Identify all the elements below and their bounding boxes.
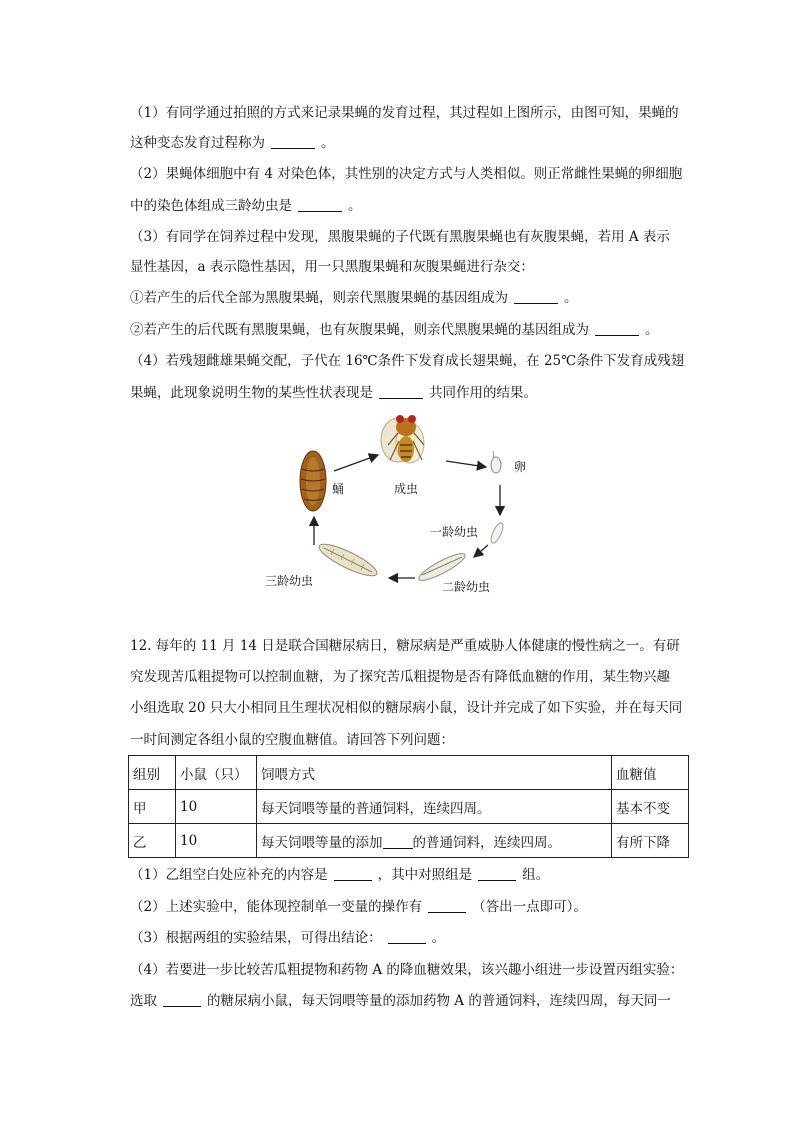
q12-sub2-end: （答出一点即可）。	[472, 899, 587, 915]
q11-part3-case2-end: 。	[645, 322, 659, 338]
header-glucose: 血糖值	[612, 756, 689, 790]
q11-part4-line1: （4）若残翅雌雄果蝇交配，子代在 16℃条件下发育成长翅果蝇，在 25℃条件下发育成残翅	[130, 353, 685, 369]
q12-sub2	[130, 898, 587, 916]
q12-sub3	[130, 929, 445, 947]
larva-first-instar-icon	[489, 521, 506, 544]
q12-intro-line1: 12. 每年的 11 月 14 日是联合国糖尿病日，糖尿病是严重威胁人体健康的慢性病之一。有研	[130, 638, 680, 654]
answer-blank[interactable]	[271, 134, 315, 149]
q11-part3-line3	[130, 289, 578, 307]
pupa-icon	[300, 451, 326, 511]
header-mice: 小鼠（只）	[176, 756, 257, 790]
answer-blank[interactable]	[163, 992, 201, 1007]
answer-blank[interactable]	[595, 321, 639, 336]
feeding-text: 每天饲喂等量的添加	[261, 834, 383, 851]
arrow-adult-to-egg	[446, 461, 486, 467]
answer-blank[interactable]	[298, 197, 342, 212]
q12-intro-line4: 一时间测定各组小鼠的空腹血糖值。请回答下列问题：	[130, 732, 454, 748]
q12-sub1-mid: ，其中对照组是	[377, 867, 473, 883]
answer-blank[interactable]	[428, 898, 466, 913]
q12-sub4-line2	[130, 992, 671, 1010]
q11-part2-end: 。	[348, 198, 362, 214]
q11-part3-case1-text: ①若产生的后代全部为黑腹果蝇，则亲代黑腹果蝇的基因组成为	[130, 290, 508, 306]
q12-intro-line3: 小组选取 20 只大小相同且生理状况相似的糖尿病小鼠，设计并完成了如下实验，并在每天同	[130, 700, 683, 716]
q11-part1-line1: （1）有同学通过拍照的方式来记录果蝇的发育过程，其过程如上图所示，由图可知，果蝇的	[130, 105, 679, 121]
feeding-text-end: 的普通饲料，连续四周。	[412, 834, 561, 851]
table-header-row	[129, 756, 689, 790]
label-pupa: 蛹	[332, 482, 345, 496]
answer-blank[interactable]	[379, 384, 423, 399]
table-row	[129, 824, 689, 858]
arrow-pupa-to-adult	[334, 455, 378, 471]
feeding-text: 每天饲喂等量的普通饲料，连续四周。	[261, 800, 491, 817]
cell-feeding	[257, 790, 612, 824]
q12-intro-line2: 究发现苦瓜粗提物可以控制血糖，为了探究苦瓜粗提物是否有降低血糖的作用，某生物兴趣	[130, 669, 670, 685]
q12-sub1-text: （1）乙组空白处应补充的内容是	[130, 867, 328, 883]
q11-part1-end: 。	[321, 135, 335, 151]
larva-third-instar-icon	[316, 539, 381, 581]
answer-blank[interactable]	[334, 866, 372, 881]
q11-part3-case1-end: 。	[564, 290, 578, 306]
cell-count: 10	[176, 824, 257, 858]
experiment-table	[128, 755, 689, 858]
answer-blank[interactable]	[478, 866, 516, 881]
answer-blank[interactable]	[388, 929, 426, 944]
q12-sub2-text: （2）上述实验中，能体现控制单一变量的操作有	[130, 899, 423, 915]
q11-part2-text: 中的染色体组成三龄幼虫是	[130, 198, 292, 214]
label-larva-first: 一龄幼虫	[430, 525, 479, 539]
q12-sub3-text: （3）根据两组的实验结果，可得出结论：	[130, 930, 382, 946]
q11-part2-line2	[130, 197, 362, 215]
q11-part4-text: 果蝇，此现象说明生物的某些性状表现是	[130, 385, 373, 401]
q12-sub4-line1: （4）若要进一步比较苦瓜粗提物和药物 A 的降血糖效果，该兴趣小组进一步设置丙组实验：	[130, 962, 684, 978]
q12-sub1	[130, 866, 549, 884]
q12-sub4-end: 的糖尿病小鼠，每天饲喂等量的添加药物 A 的普通饲料，连续四周，每天同一	[207, 993, 671, 1009]
q11-part1-text: 这种变态发育过程称为	[130, 135, 265, 151]
cell-feeding	[257, 824, 612, 858]
table-row	[129, 790, 689, 824]
q11-part3-line1: （3）有同学在饲养过程中发现，黑腹果蝇的子代既有黑腹果蝇也有灰腹果蝇，若用 A 表示	[130, 229, 670, 245]
q12-sub1-end: 组。	[522, 867, 550, 883]
arrow-larva1-to-larva2	[474, 545, 488, 557]
q11-part3-line4	[130, 321, 659, 339]
cell-glucose: 基本不变	[612, 790, 689, 824]
egg-icon	[491, 451, 501, 473]
cell-count: 10	[176, 790, 257, 824]
q11-part3-case2-text: ②若产生的后代既有黑腹果蝇，也有灰腹果蝇，则亲代黑腹果蝇的基因组成为	[130, 322, 589, 338]
label-egg: 卵	[514, 460, 527, 474]
answer-blank[interactable]	[383, 834, 413, 849]
label-adult: 成虫	[394, 482, 419, 496]
header-feeding: 饲喂方式	[257, 756, 612, 790]
adult-fly-icon	[381, 415, 424, 463]
q11-part4-end: 共同作用的结果。	[429, 385, 537, 401]
q11-part3-line2: 显性基因，a 表示隐性基因，用一只黑腹果蝇和灰腹果蝇进行杂交：	[130, 259, 534, 275]
q11-part4-line2	[130, 384, 537, 402]
cell-group: 乙	[129, 824, 176, 858]
label-larva-third: 三龄幼虫	[265, 574, 314, 588]
fruit-fly-life-cycle-figure	[250, 405, 550, 600]
q12-sub3-end: 。	[431, 930, 446, 946]
q11-part2-line1: （2）果蝇体细胞中有 4 对染色体，其性别的决定方式与人类相似。则正常雌性果蝇的卵细胞	[130, 166, 683, 182]
q12-sub4-text: 选取	[130, 993, 157, 1009]
cell-group: 甲	[129, 790, 176, 824]
q11-part1-line2	[130, 134, 335, 152]
answer-blank[interactable]	[514, 289, 558, 304]
header-group: 组别	[129, 756, 176, 790]
label-larva-second: 二龄幼虫	[442, 580, 491, 594]
cell-glucose: 有所下降	[612, 824, 689, 858]
